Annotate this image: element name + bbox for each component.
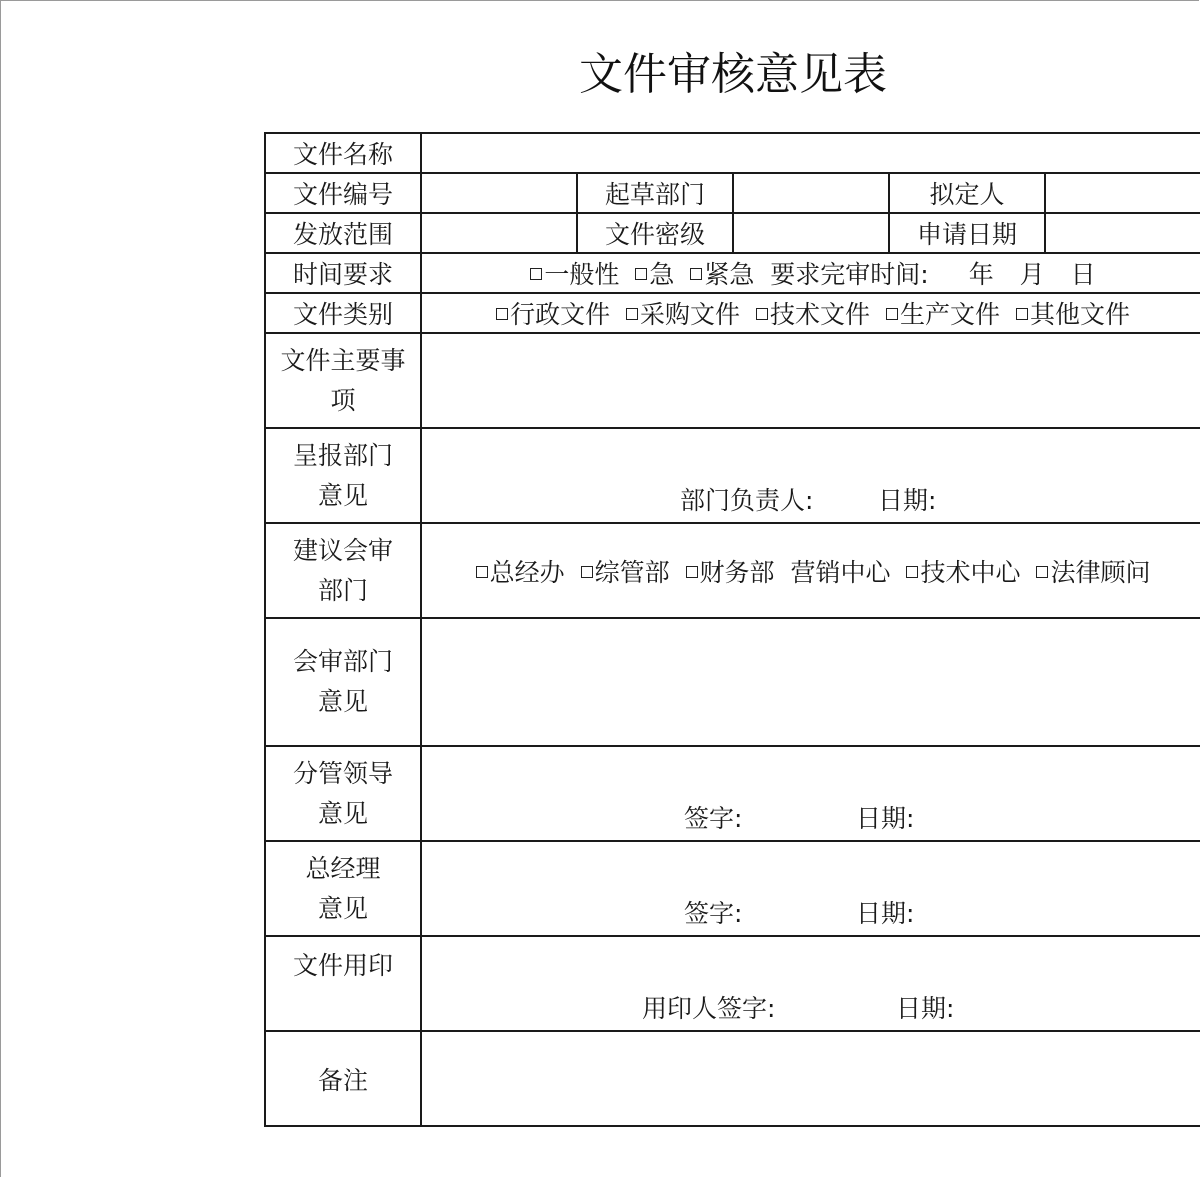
deadline-label: 要求完审时间: (770, 260, 929, 289)
category-opt-tech[interactable]: 技术文件 (756, 300, 870, 329)
category-opt-purchase[interactable]: 采购文件 (626, 300, 740, 329)
suggest-depts-label: 建议会审 部门 (265, 523, 421, 618)
remarks-label: 备注 (265, 1031, 421, 1126)
category-opt-production[interactable]: 生产文件 (886, 300, 1000, 329)
time-opt-very-urgent[interactable]: 紧急 (690, 260, 754, 289)
dept-opt-tech-center[interactable]: 技术中心 (906, 558, 1020, 587)
row-leader (265, 746, 1200, 841)
secrecy-field[interactable] (733, 213, 889, 253)
seal-sign-label: 用印人签字: (642, 994, 776, 1023)
drafter-label: 拟定人 (889, 173, 1045, 213)
seal-date-label: 日期: (896, 994, 955, 1023)
gm-field[interactable] (421, 841, 1200, 936)
distribution-label: 发放范围 (265, 213, 421, 253)
row-time-requirement (265, 253, 1200, 293)
leader-sign-label: 签字: (684, 804, 743, 833)
leader-label: 分管领导 意见 (265, 746, 421, 841)
time-req-label: 时间要求 (265, 253, 421, 293)
seal-label: 文件用印 (265, 936, 421, 1031)
row-remarks (265, 1031, 1200, 1126)
dept-opt-legal[interactable]: 法律顾问 (1036, 558, 1150, 587)
row-submit-dept (265, 428, 1200, 523)
checkbox-icon (635, 268, 647, 280)
deadline-day: 日 (1070, 260, 1096, 289)
distribution-field[interactable] (421, 213, 577, 253)
row-gm (265, 841, 1200, 936)
category-options (421, 293, 1200, 333)
row-seal (265, 936, 1200, 1031)
time-req-options (421, 253, 1200, 293)
dept-opt-gm-office[interactable]: 总经办 (476, 558, 565, 587)
checkbox-icon (686, 566, 698, 578)
dept-opt-finance[interactable]: 财务部 (686, 558, 775, 587)
row-review-dept (265, 618, 1200, 746)
checkbox-icon (756, 308, 768, 320)
deadline-year: 年 (968, 260, 994, 289)
apply-date-field[interactable] (1045, 213, 1200, 253)
gm-sign-label: 签字: (684, 899, 743, 928)
draft-dept-label: 起草部门 (577, 173, 733, 213)
leader-field[interactable] (421, 746, 1200, 841)
gm-label: 总经理 意见 (265, 841, 421, 936)
row-file-name (265, 133, 1200, 173)
file-number-label: 文件编号 (265, 173, 421, 213)
drafter-field[interactable] (1045, 173, 1200, 213)
dept-head-label: 部门负责人: (680, 486, 814, 515)
form-title: 文件审核意见表 (579, 49, 887, 100)
draft-dept-field[interactable] (733, 173, 889, 213)
checkbox-icon (1016, 308, 1028, 320)
category-opt-other[interactable]: 其他文件 (1016, 300, 1130, 329)
review-dept-field[interactable] (421, 618, 1200, 746)
seal-field[interactable] (421, 936, 1200, 1031)
suggest-depts-options (421, 523, 1200, 618)
checkbox-icon (886, 308, 898, 320)
row-category (265, 293, 1200, 333)
leader-date-label: 日期: (856, 804, 915, 833)
checkbox-icon (496, 308, 508, 320)
checkbox-icon (1036, 566, 1048, 578)
row-suggest-depts (265, 523, 1200, 618)
dept-opt-admin[interactable]: 综管部 (581, 558, 670, 587)
secrecy-label: 文件密级 (577, 213, 733, 253)
remarks-field[interactable] (421, 1031, 1200, 1126)
checkbox-icon (476, 566, 488, 578)
main-items-field[interactable] (421, 333, 1200, 428)
dept-opt-marketing[interactable]: 营销中心 (790, 557, 891, 587)
row-file-number (265, 173, 1200, 213)
checkbox-icon (626, 308, 638, 320)
row-distribution (265, 213, 1200, 253)
checkbox-icon (530, 268, 542, 280)
time-opt-normal[interactable]: 一般性 (530, 260, 619, 289)
apply-date-label: 申请日期 (889, 213, 1045, 253)
time-opt-urgent[interactable]: 急 (635, 260, 674, 289)
submit-dept-label: 呈报部门 意见 (265, 428, 421, 523)
row-main-items (265, 333, 1200, 428)
deadline-month: 月 (1019, 260, 1045, 289)
submit-date-label: 日期: (878, 486, 937, 515)
review-form-table (264, 132, 1200, 1127)
file-number-field[interactable] (421, 173, 577, 213)
checkbox-icon (906, 566, 918, 578)
checkbox-icon (581, 566, 593, 578)
checkbox-icon (690, 268, 702, 280)
main-items-label: 文件主要事 项 (265, 333, 421, 428)
category-opt-admin[interactable]: 行政文件 (496, 300, 610, 329)
file-name-label: 文件名称 (265, 133, 421, 173)
file-name-field[interactable] (421, 133, 1200, 173)
gm-date-label: 日期: (856, 899, 915, 928)
review-dept-label: 会审部门 意见 (265, 618, 421, 746)
category-label: 文件类别 (265, 293, 421, 333)
submit-dept-field[interactable] (421, 428, 1200, 523)
